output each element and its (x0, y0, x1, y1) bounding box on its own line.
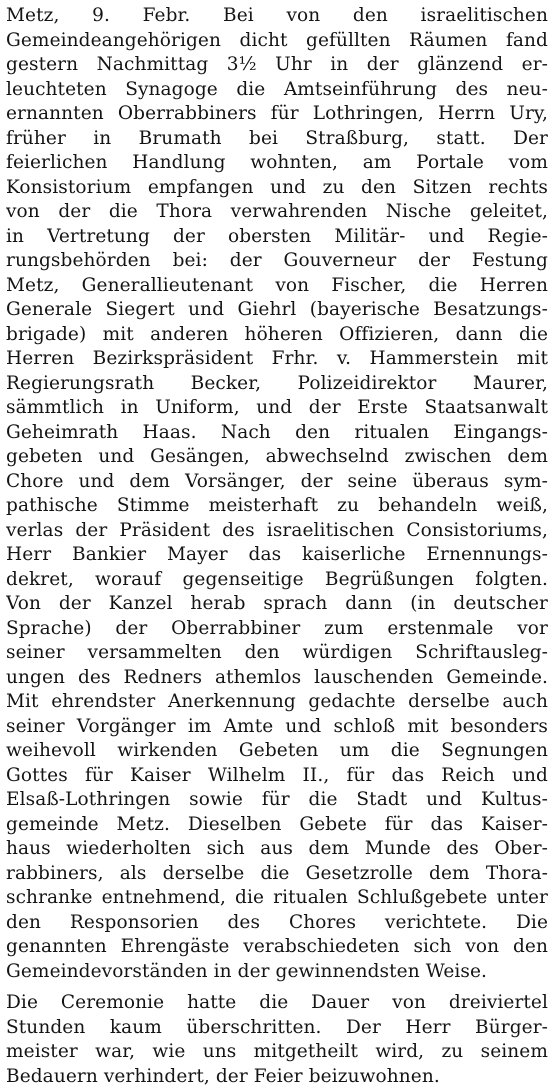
text-line: gestern Nachmittag 3½ Uhr in der glänzend er- (6, 53, 548, 78)
text-line: Sprache) der Oberrabbiner zum erstenmale vor (6, 617, 548, 642)
text-line: weihevoll wirkenden Gebeten um die Segnungen (6, 739, 548, 764)
text-line: verlas der Präsident des israelitischen Consistoriums, (6, 519, 548, 544)
text-line: haus wiederholten sich aus dem Munde des Ober- (6, 837, 548, 862)
text-line: den Responsorien des Chores verichtete. Die (6, 911, 548, 936)
text-line: dekret, worauf gegenseitige Begrüßungen folgten. (6, 568, 548, 593)
text-line: Metz, Generallieutenant von Fischer, die Herren (6, 274, 548, 299)
text-line: Geheimrath Haas. Nach den ritualen Eingangs- (6, 421, 548, 446)
text-line: rungsbehörden bei: der Gouverneur der Festung (6, 249, 548, 274)
article-paragraph-main (6, 4, 548, 984)
text-line: Regierungsrath Becker, Polizeidirektor Maurer, (6, 372, 548, 397)
text-line: meister war, wie uns mitgetheilt wird, zu seinem (6, 1040, 548, 1065)
text-line: Mit ehrendster Anerkennung gedachte derselbe auch (6, 690, 548, 715)
text-line: in Vertretung der obersten Militär- und Regie- (6, 225, 548, 250)
text-line: Generale Siegert und Giehrl (bayerische Besatzungs- (6, 298, 548, 323)
text-line: feierlichen Handlung wohnten, am Portale vom (6, 151, 548, 176)
text-line: gemeinde Metz. Dieselben Gebete für das Kaiser- (6, 813, 548, 838)
article-paragraph-closing (6, 991, 548, 1089)
text-line: von der die Thora verwahrenden Nische geleitet, (6, 200, 548, 225)
text-line: ernannten Oberrabbiners für Lothringen, Herrn Ury, (6, 102, 548, 127)
text-line: gebeten und Gesängen, abwechselnd zwischen dem (6, 445, 548, 470)
text-line: Herren Bezirkspräsident Frhr. v. Hammerstein mit (6, 347, 548, 372)
text-line: seiner Vorgänger im Amte und schloß mit besonders (6, 715, 548, 740)
text-line: pathische Stimme meisterhaft zu behandeln weiß, (6, 494, 548, 519)
text-line: sämmtlich in Uniform, und der Erste Staatsanwalt (6, 396, 548, 421)
text-line: früher in Brumath bei Straßburg, statt. Der (6, 127, 548, 152)
text-line: Von der Kanzel herab sprach dann (in deutscher (6, 592, 548, 617)
paragraph-gap (6, 984, 548, 991)
text-line: Metz, 9. Febr. Bei von den israelitischen (6, 4, 548, 29)
text-line: Gottes für Kaiser Wilhelm II., für das Reich und (6, 764, 548, 789)
text-line: ungen des Redners athemlos lauschenden Gemeinde. (6, 666, 548, 691)
text-line: leuchteten Synagoge die Amtseinführung des neu- (6, 78, 548, 103)
text-line: Chore und dem Vorsänger, der seine überaus sym- (6, 470, 548, 495)
text-line: Gemeindevorständen in der gewinnendsten Weise. (6, 960, 548, 985)
text-line: seiner versammelten den würdigen Schriftausleg- (6, 641, 548, 666)
text-line: rabbiners, als derselbe die Gesetzrolle dem Thora- (6, 862, 548, 887)
text-line: Bedauern verhindert, der Feier beizuwohnen. (6, 1065, 548, 1089)
text-line: Elsaß-Lothringen sowie für die Stadt und Kultus- (6, 788, 548, 813)
text-line: Herr Bankier Mayer das kaiserliche Ernennungs- (6, 543, 548, 568)
text-line: Konsistorium empfangen und zu den Sitzen rechts (6, 176, 548, 201)
text-line: Gemeindeangehörigen dicht gefüllten Räumen fand (6, 29, 548, 54)
text-line: genannten Ehrengäste verabschiedeten sich von den (6, 935, 548, 960)
text-line: Die Ceremonie hatte die Dauer von dreiviertel (6, 991, 548, 1016)
text-line: Stunden kaum überschritten. Der Herr Bürger- (6, 1016, 548, 1041)
text-line: brigade) mit anderen höheren Offizieren, dann die (6, 323, 548, 348)
text-line: schranke entnehmend, die ritualen Schlußgebete unter (6, 886, 548, 911)
